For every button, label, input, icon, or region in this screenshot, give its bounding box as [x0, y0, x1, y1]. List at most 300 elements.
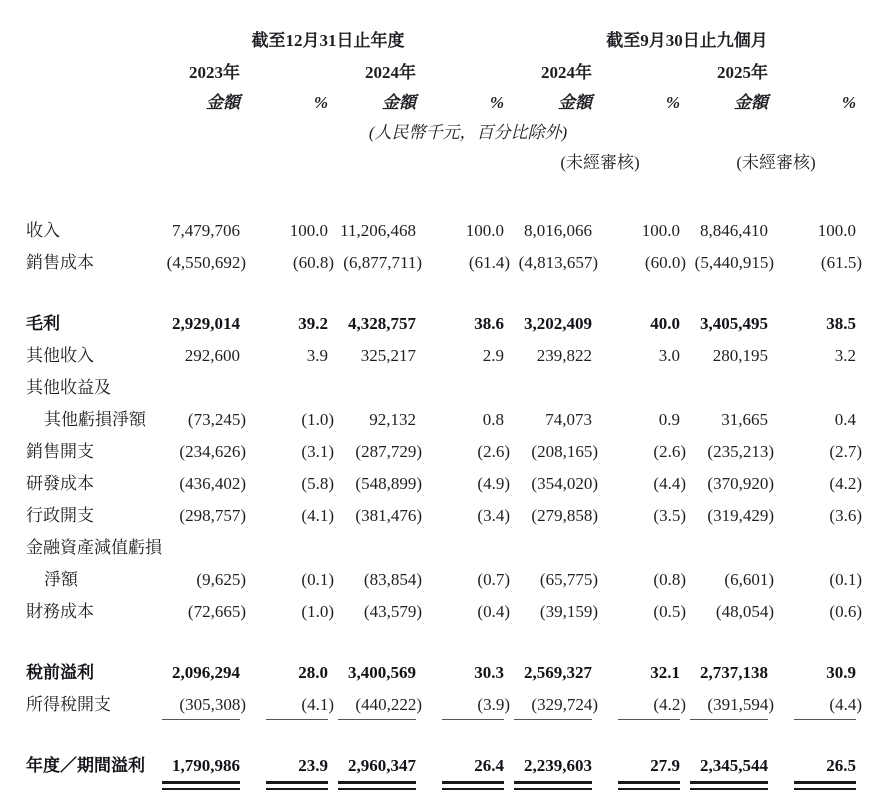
- row-label: 金融資產減值虧損: [26, 538, 162, 557]
- row-label: 稅前溢利: [26, 663, 94, 682]
- cell-value: (381,476): [355, 506, 422, 525]
- cell-percent: [592, 662, 680, 694]
- cell-value: 2,096,294: [172, 663, 240, 682]
- cell-value: (3.6): [829, 506, 862, 525]
- cell-percent: [768, 313, 856, 345]
- cell-value: 280,195: [712, 346, 768, 365]
- table-row: [26, 473, 856, 505]
- cell-percent: [592, 220, 680, 252]
- cell-amount: [680, 694, 774, 726]
- cell-value: (43,579): [363, 602, 422, 621]
- cell-value: 30.3: [474, 663, 504, 682]
- cell-value: (2.7): [829, 442, 862, 461]
- cell-amount: [680, 377, 768, 409]
- table-row: [26, 377, 856, 409]
- cell-value: 3.2: [834, 346, 856, 365]
- cell-amount: [680, 220, 768, 252]
- currency-note-row: [26, 122, 856, 152]
- cell-value: (0.1): [829, 570, 862, 589]
- cell-percent: [240, 601, 334, 633]
- cell-amount: [152, 662, 240, 694]
- row-label: 淨額: [44, 570, 78, 589]
- percent-header: %: [489, 93, 504, 112]
- blank-cell: [328, 152, 416, 182]
- cell-percent: [592, 537, 680, 569]
- cell-value: (9,625): [196, 570, 246, 589]
- cell-value: (0.5): [653, 602, 686, 621]
- cell-amount: [152, 220, 240, 252]
- table-row: [26, 537, 856, 569]
- cell-value: (329,724): [531, 695, 598, 714]
- year-header-row: [26, 62, 856, 92]
- cell-percent: [240, 569, 334, 601]
- cell-amount: [328, 441, 422, 473]
- row-label: 其他收入: [26, 346, 94, 365]
- period-group-nine-months: 截至9月30日止九個月: [606, 31, 768, 50]
- cell-value: 3,405,495: [700, 314, 768, 333]
- cell-value: (83,854): [363, 570, 422, 589]
- cell-value: 3.0: [658, 346, 680, 365]
- cell-value: (2.6): [653, 442, 686, 461]
- cell-value: 28.0: [298, 663, 328, 682]
- cell-value: (4,813,657): [518, 253, 598, 272]
- cell-value: (5.8): [301, 474, 334, 493]
- cell-amount: [504, 473, 598, 505]
- row-label: 銷售開支: [26, 442, 94, 461]
- cell-value: (391,594): [707, 695, 774, 714]
- cell-value: 100.0: [641, 221, 680, 240]
- row-label: 收入: [26, 221, 60, 240]
- period-group-header-row: [26, 30, 856, 62]
- cell-value: 40.0: [650, 314, 680, 333]
- cell-value: (3.9): [477, 695, 510, 714]
- cell-value: (440,222): [355, 695, 422, 714]
- cell-value: 7,479,706: [172, 221, 240, 240]
- cell-percent: [768, 694, 862, 726]
- blank-cell: [240, 62, 328, 92]
- cell-amount: [680, 313, 768, 345]
- cell-amount: [152, 694, 246, 726]
- cell-amount: [680, 569, 774, 601]
- cell-percent: [240, 345, 328, 377]
- cell-value: 27.9: [650, 756, 680, 775]
- unaudited-row: [26, 152, 856, 182]
- cell-percent: [416, 694, 510, 726]
- percent-header: %: [313, 93, 328, 112]
- cell-value: 0.4: [834, 410, 856, 429]
- cell-percent: [768, 537, 856, 569]
- amount-header: 金額: [734, 93, 768, 112]
- cell-percent: [416, 569, 510, 601]
- cell-percent: [240, 377, 328, 409]
- currency-note: (人民幣千元，百分比除外): [368, 123, 568, 142]
- cell-percent: [416, 537, 504, 569]
- cell-value: 30.9: [826, 663, 856, 682]
- table-row: [26, 441, 856, 473]
- cell-percent: [240, 252, 334, 284]
- cell-percent: [592, 313, 680, 345]
- blank-cell: [416, 62, 504, 92]
- cell-percent: [768, 473, 862, 505]
- cell-percent: [240, 220, 328, 252]
- cell-value: 3,202,409: [524, 314, 592, 333]
- cell-value: 8,016,066: [524, 221, 592, 240]
- cell-amount: [680, 505, 774, 537]
- cell-percent: [592, 409, 680, 441]
- cell-value: 0.8: [482, 410, 504, 429]
- double-underline-rule: [794, 781, 856, 790]
- year-header-2023: 2023年: [189, 63, 240, 82]
- cell-amount: [152, 345, 240, 377]
- blank-cell: [26, 182, 856, 220]
- header-gap-row: [26, 182, 856, 220]
- cell-value: 92,132: [369, 410, 416, 429]
- cell-value: 2,345,544: [700, 756, 768, 775]
- cell-value: (370,920): [707, 474, 774, 493]
- cell-amount: [504, 601, 598, 633]
- amount-header: 金額: [558, 93, 592, 112]
- cell-amount: [328, 345, 416, 377]
- double-underline-rule: [266, 781, 328, 790]
- cell-value: 2,960,347: [348, 756, 416, 775]
- cell-value: (208,165): [531, 442, 598, 461]
- cell-value: (298,757): [179, 506, 246, 525]
- unaudited-label-2025: (未經審核): [736, 153, 816, 172]
- row-label: 年度／期間溢利: [26, 756, 145, 775]
- income-statement-table: [26, 30, 862, 790]
- cell-value: 26.5: [826, 756, 856, 775]
- cell-value: 100.0: [289, 221, 328, 240]
- cell-value: (0.6): [829, 602, 862, 621]
- cell-percent: [416, 220, 504, 252]
- cell-value: 11,206,468: [340, 221, 416, 240]
- cell-amount: [504, 755, 592, 790]
- cell-percent: [416, 601, 510, 633]
- cell-amount: [328, 313, 416, 345]
- single-underline-rule: [618, 719, 680, 720]
- row-label: 研發成本: [26, 474, 94, 493]
- cell-value: 325,217: [360, 346, 416, 365]
- cell-value: 100.0: [817, 221, 856, 240]
- cell-percent: [240, 755, 328, 790]
- cell-amount: [328, 252, 422, 284]
- cell-percent: [592, 377, 680, 409]
- cell-percent: [768, 345, 856, 377]
- cell-amount: [328, 505, 422, 537]
- cell-percent: [768, 252, 862, 284]
- percent-header: %: [665, 93, 680, 112]
- cell-percent: [592, 345, 680, 377]
- row-label: 財務成本: [26, 602, 94, 621]
- cell-value: (60.0): [644, 253, 686, 272]
- unaudited-label-2024-interim: (未經審核): [560, 153, 640, 172]
- cell-percent: [768, 441, 862, 473]
- cell-amount: [680, 601, 774, 633]
- table-body: [26, 220, 862, 790]
- cell-amount: [680, 473, 774, 505]
- table-row: [26, 220, 856, 252]
- blank-cell: [26, 284, 856, 313]
- cell-percent: [240, 662, 328, 694]
- cell-amount: [152, 537, 240, 569]
- cell-value: 2,569,327: [524, 663, 592, 682]
- year-header-2024-annual: 2024年: [365, 63, 416, 82]
- cell-percent: [240, 409, 334, 441]
- cell-percent: [768, 505, 862, 537]
- cell-percent: [592, 601, 686, 633]
- blank-cell: [26, 152, 152, 182]
- cell-amount: [152, 505, 246, 537]
- cell-value: (3.5): [653, 506, 686, 525]
- corner-blank: [26, 30, 152, 62]
- cell-value: 74,073: [545, 410, 592, 429]
- table-row: [26, 601, 856, 633]
- cell-amount: [152, 601, 246, 633]
- cell-value: (0.4): [477, 602, 510, 621]
- cell-amount: [680, 441, 774, 473]
- blank-cell: [26, 122, 152, 152]
- cell-value: 4,328,757: [348, 314, 416, 333]
- blank-cell: [768, 62, 856, 92]
- column-header-row: [26, 92, 856, 122]
- table-row: [26, 662, 856, 694]
- cell-amount: [152, 409, 246, 441]
- cell-value: (65,775): [539, 570, 598, 589]
- cell-value: (0.7): [477, 570, 510, 589]
- single-underline-rule: [162, 719, 240, 720]
- cell-amount: [504, 220, 592, 252]
- cell-percent: [592, 694, 686, 726]
- cell-amount: [504, 252, 598, 284]
- cell-amount: [504, 537, 592, 569]
- cell-value: 2,239,603: [524, 756, 592, 775]
- cell-value: (73,245): [187, 410, 246, 429]
- row-label: 其他虧損淨額: [44, 410, 146, 429]
- cell-value: (4.4): [653, 474, 686, 493]
- cell-value: (4.1): [301, 506, 334, 525]
- cell-value: 0.9: [658, 410, 680, 429]
- cell-value: 1,790,986: [172, 756, 240, 775]
- cell-value: 32.1: [650, 663, 680, 682]
- cell-value: (1.0): [301, 410, 334, 429]
- cell-amount: [504, 313, 592, 345]
- cell-percent: [768, 662, 856, 694]
- blank-cell: [26, 726, 856, 755]
- cell-value: (61.5): [820, 253, 862, 272]
- cell-amount: [328, 220, 416, 252]
- table-row: [26, 409, 856, 441]
- cell-percent: [240, 473, 334, 505]
- cell-percent: [768, 569, 862, 601]
- cell-amount: [328, 409, 416, 441]
- amount-header: 金額: [206, 93, 240, 112]
- blank-cell: [26, 62, 152, 92]
- single-underline-rule: [514, 719, 592, 720]
- cell-percent: [416, 755, 504, 790]
- cell-amount: [504, 694, 598, 726]
- cell-percent: [592, 569, 686, 601]
- cell-value: 2,929,014: [172, 314, 240, 333]
- double-underline-rule: [514, 781, 592, 790]
- cell-value: 2.9: [482, 346, 504, 365]
- cell-amount: [328, 755, 416, 790]
- cell-amount: [504, 345, 592, 377]
- blank-cell: [26, 92, 152, 122]
- row-label: 銷售成本: [26, 253, 94, 272]
- year-header-2024-interim: 2024年: [541, 63, 592, 82]
- amount-header: 金額: [382, 93, 416, 112]
- cell-value: 239,822: [536, 346, 592, 365]
- cell-value: 26.4: [474, 756, 504, 775]
- cell-amount: [152, 569, 246, 601]
- period-group-annual: 截至12月31日止年度: [251, 31, 405, 50]
- cell-value: 3.9: [306, 346, 328, 365]
- cell-amount: [680, 537, 768, 569]
- table-row: [26, 755, 856, 790]
- cell-amount: [680, 252, 774, 284]
- single-underline-rule: [690, 719, 768, 720]
- cell-percent: [416, 409, 504, 441]
- cell-amount: [328, 473, 422, 505]
- cell-amount: [504, 409, 592, 441]
- cell-amount: [328, 537, 416, 569]
- single-underline-rule: [338, 719, 416, 720]
- cell-percent: [592, 252, 686, 284]
- cell-amount: [680, 345, 768, 377]
- cell-value: 292,600: [184, 346, 240, 365]
- single-underline-rule: [794, 719, 856, 720]
- cell-amount: [328, 569, 422, 601]
- cell-value: (48,054): [715, 602, 774, 621]
- cell-value: (548,899): [355, 474, 422, 493]
- table-row: [26, 345, 856, 377]
- blank-cell: [26, 633, 856, 662]
- cell-percent: [416, 377, 504, 409]
- cell-percent: [240, 313, 328, 345]
- cell-percent: [240, 694, 334, 726]
- table-row: [26, 569, 856, 601]
- double-underline-rule: [442, 781, 504, 790]
- cell-value: 3,400,569: [348, 663, 416, 682]
- cell-amount: [152, 377, 240, 409]
- cell-amount: [328, 662, 416, 694]
- double-underline-rule: [338, 781, 416, 790]
- cell-percent: [768, 220, 856, 252]
- cell-amount: [328, 377, 416, 409]
- table-row: [26, 252, 856, 284]
- row-label: 所得稅開支: [26, 695, 111, 714]
- cell-amount: [504, 441, 598, 473]
- percent-header: %: [841, 93, 856, 112]
- cell-value: (4.9): [477, 474, 510, 493]
- year-header-2025: 2025年: [717, 63, 768, 82]
- cell-value: (6,877,711): [343, 253, 422, 272]
- cell-percent: [240, 441, 334, 473]
- cell-percent: [768, 377, 856, 409]
- cell-value: (305,308): [179, 695, 246, 714]
- cell-value: 38.5: [826, 314, 856, 333]
- single-underline-rule: [266, 719, 328, 720]
- cell-amount: [504, 505, 598, 537]
- row-label: 行政開支: [26, 506, 94, 525]
- cell-value: (319,429): [707, 506, 774, 525]
- cell-value: 2,737,138: [700, 663, 768, 682]
- cell-amount: [680, 409, 768, 441]
- cell-percent: [592, 441, 686, 473]
- cell-percent: [592, 755, 680, 790]
- cell-value: (4.1): [301, 695, 334, 714]
- cell-value: 39.2: [298, 314, 328, 333]
- cell-value: (436,402): [179, 474, 246, 493]
- cell-value: (5,440,915): [694, 253, 774, 272]
- cell-amount: [152, 252, 246, 284]
- cell-percent: [240, 505, 334, 537]
- cell-percent: [416, 505, 510, 537]
- spacer-row: [26, 633, 856, 662]
- cell-amount: [328, 694, 422, 726]
- double-underline-rule: [618, 781, 680, 790]
- blank-cell: [240, 152, 328, 182]
- cell-amount: [328, 601, 422, 633]
- blank-cell: [152, 152, 240, 182]
- cell-percent: [416, 662, 504, 694]
- cell-percent: [240, 537, 328, 569]
- cell-value: 8,846,410: [700, 221, 768, 240]
- cell-amount: [152, 473, 246, 505]
- table-row: [26, 694, 856, 726]
- cell-value: 38.6: [474, 314, 504, 333]
- cell-value: (3.4): [477, 506, 510, 525]
- cell-amount: [152, 441, 246, 473]
- cell-value: 23.9: [298, 756, 328, 775]
- cell-percent: [768, 601, 862, 633]
- blank-cell: [592, 62, 680, 92]
- cell-amount: [152, 313, 240, 345]
- cell-amount: [504, 377, 592, 409]
- cell-percent: [416, 252, 510, 284]
- cell-value: (0.1): [301, 570, 334, 589]
- cell-value: (354,020): [531, 474, 598, 493]
- cell-value: (61.4): [468, 253, 510, 272]
- cell-percent: [592, 473, 686, 505]
- table-row: [26, 313, 856, 345]
- cell-amount: [152, 755, 240, 790]
- cell-value: (234,626): [179, 442, 246, 461]
- double-underline-rule: [162, 781, 240, 790]
- cell-value: (279,858): [531, 506, 598, 525]
- cell-value: (4,550,692): [166, 253, 246, 272]
- cell-value: (4.2): [653, 695, 686, 714]
- cell-percent: [416, 441, 510, 473]
- cell-amount: [680, 755, 768, 790]
- cell-value: (1.0): [301, 602, 334, 621]
- cell-percent: [416, 345, 504, 377]
- cell-amount: [504, 569, 598, 601]
- cell-percent: [592, 505, 686, 537]
- cell-value: 100.0: [465, 221, 504, 240]
- table-row: [26, 505, 856, 537]
- cell-percent: [768, 409, 856, 441]
- cell-percent: [416, 313, 504, 345]
- cell-value: 31,665: [721, 410, 768, 429]
- cell-value: (4.4): [829, 695, 862, 714]
- cell-value: (2.6): [477, 442, 510, 461]
- single-underline-rule: [442, 719, 504, 720]
- cell-value: (235,213): [707, 442, 774, 461]
- cell-value: (0.8): [653, 570, 686, 589]
- cell-value: (4.2): [829, 474, 862, 493]
- cell-amount: [504, 662, 592, 694]
